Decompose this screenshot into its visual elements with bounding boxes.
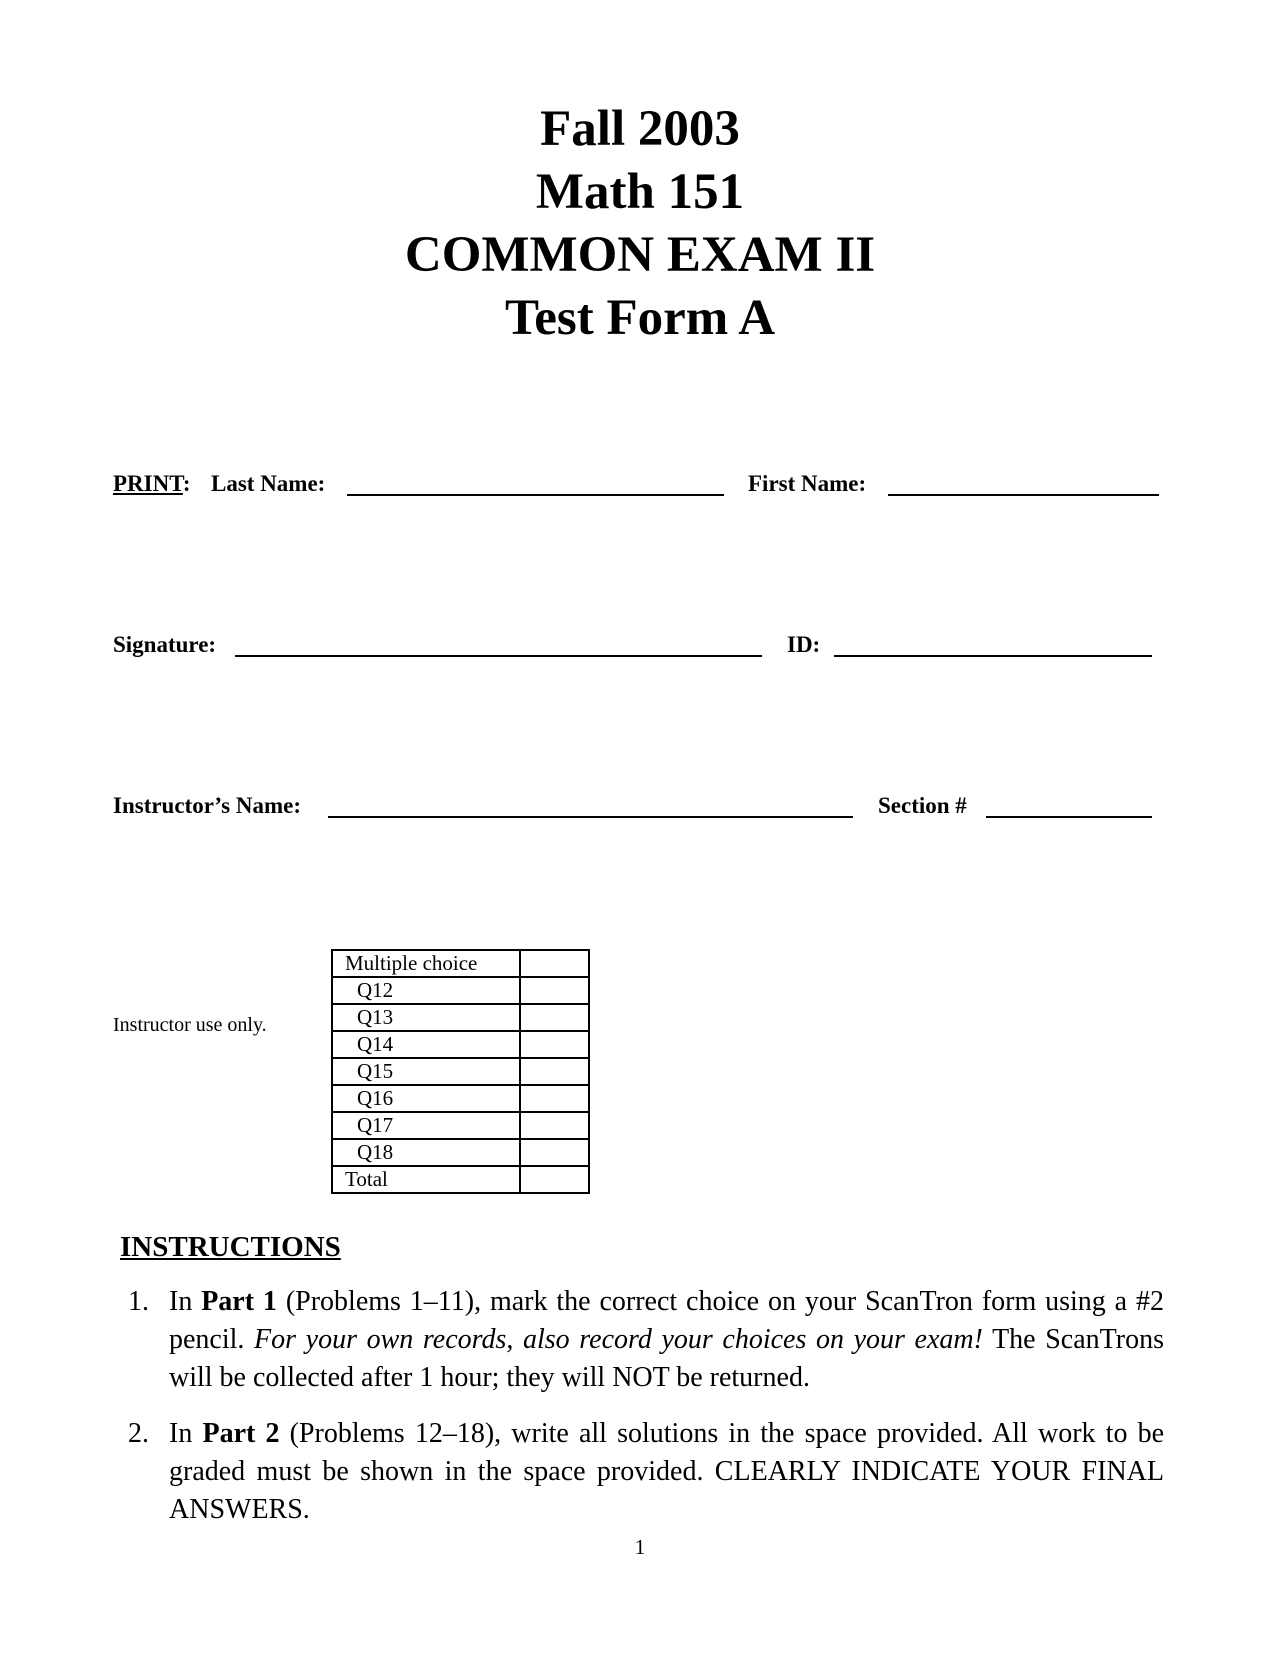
list-item bbox=[128, 1283, 1164, 1397]
instructor-name-field[interactable] bbox=[328, 816, 853, 818]
row-label: Q17 bbox=[332, 1112, 520, 1139]
item-prefix: In bbox=[169, 1286, 202, 1317]
id-label: ID: bbox=[787, 632, 821, 657]
table-row bbox=[332, 977, 589, 1004]
score-cell[interactable] bbox=[520, 950, 589, 977]
instructor-use-note: Instructor use only. bbox=[113, 1014, 267, 1036]
item-text-continued: The ScanTrons will be collected after 1 hour; they will NOT be returned. bbox=[169, 1324, 1164, 1393]
item-text: (Problems 1–11), mark the correct choice on your ScanTron form using a #2 pencil. bbox=[169, 1286, 1164, 1355]
item-emphasis: For your own records, also record your choices on your exam! bbox=[254, 1324, 983, 1355]
section-field[interactable] bbox=[986, 816, 1152, 818]
last-name-label: Last Name: bbox=[211, 471, 326, 496]
print-label: PRINT bbox=[113, 471, 183, 496]
print-label-group bbox=[113, 470, 191, 498]
print-colon: : bbox=[182, 471, 191, 496]
score-cell[interactable] bbox=[520, 1004, 589, 1031]
item-prefix: In bbox=[169, 1418, 203, 1449]
score-cell[interactable] bbox=[520, 1112, 589, 1139]
table-row bbox=[332, 1139, 589, 1166]
table-row bbox=[332, 1031, 589, 1058]
last-name-field[interactable] bbox=[347, 494, 724, 496]
table-row bbox=[332, 950, 589, 977]
row-label: Q12 bbox=[332, 977, 520, 1004]
instructions-list bbox=[128, 1283, 1164, 1547]
page-number: 1 bbox=[634, 1535, 646, 1559]
id-field[interactable] bbox=[834, 655, 1152, 657]
table-row bbox=[332, 1058, 589, 1085]
table-row bbox=[332, 1112, 589, 1139]
row-label: Q13 bbox=[332, 1004, 520, 1031]
score-cell[interactable] bbox=[520, 1058, 589, 1085]
item-number: 2. bbox=[128, 1418, 149, 1449]
item-number: 1. bbox=[128, 1286, 149, 1317]
row-label: Q15 bbox=[332, 1058, 520, 1085]
first-name-field[interactable] bbox=[888, 494, 1159, 496]
row-label: Multiple choice bbox=[332, 950, 520, 977]
row-label: Q14 bbox=[332, 1031, 520, 1058]
signature-field[interactable] bbox=[235, 655, 762, 657]
item-part-label: Part 2 bbox=[202, 1418, 280, 1449]
list-item bbox=[128, 1415, 1164, 1529]
instructor-name-label: Instructor’s Name: bbox=[113, 793, 301, 818]
title-exam: COMMON EXAM II bbox=[404, 227, 876, 283]
table-row bbox=[332, 1085, 589, 1112]
table-row bbox=[332, 1166, 589, 1193]
section-label: Section # bbox=[878, 793, 967, 818]
score-cell[interactable] bbox=[520, 1166, 589, 1193]
score-table bbox=[331, 949, 590, 1194]
title-term: Fall 2003 bbox=[540, 101, 740, 157]
row-label: Q18 bbox=[332, 1139, 520, 1166]
row-label: Total bbox=[332, 1166, 520, 1193]
title-course: Math 151 bbox=[535, 164, 745, 220]
item-part-label: Part 1 bbox=[201, 1286, 277, 1317]
instructions-heading: INSTRUCTIONS bbox=[120, 1231, 341, 1263]
row-label: Q16 bbox=[332, 1085, 520, 1112]
score-cell[interactable] bbox=[520, 1031, 589, 1058]
score-cell[interactable] bbox=[520, 1085, 589, 1112]
exam-title bbox=[0, 98, 1280, 350]
item-text: (Problems 12–18), write all solutions in the space provided. All work to be graded must be shown in the space provided. CLEARLY INDICATE YOUR FINAL ANSWERS. bbox=[169, 1418, 1165, 1525]
signature-label: Signature: bbox=[113, 632, 217, 657]
table-row bbox=[332, 1004, 589, 1031]
score-cell[interactable] bbox=[520, 1139, 589, 1166]
title-form: Test Form A bbox=[504, 290, 776, 346]
score-cell[interactable] bbox=[520, 977, 589, 1004]
first-name-label: First Name: bbox=[748, 471, 867, 496]
